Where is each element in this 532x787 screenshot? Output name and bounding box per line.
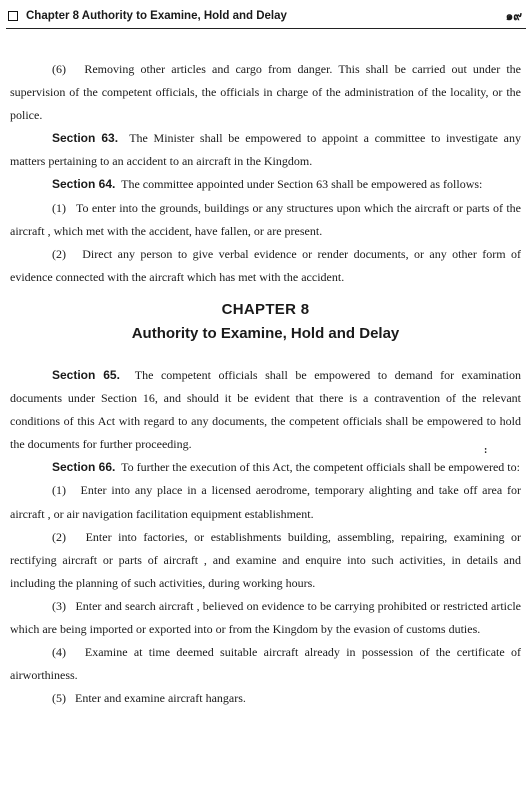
section-paragraph — [10, 364, 524, 456]
page-body — [10, 58, 524, 710]
section-label: Section 65. — [52, 367, 120, 382]
item-paragraph — [10, 243, 524, 289]
section-label: Section 64. — [52, 177, 116, 192]
section-paragraph — [10, 456, 521, 479]
square-bullet-icon — [8, 11, 18, 21]
chapter-number: CHAPTER 8 — [221, 300, 310, 318]
paragraphs-after-chapter — [10, 364, 524, 710]
section-label: Section 66. — [52, 460, 116, 475]
paragraph-text: To further the execution of this Act, the competent officials shall be empowered to: — [115, 460, 520, 475]
page-header — [8, 6, 524, 26]
item-paragraph — [10, 526, 524, 595]
paragraph-text: (2) Enter into factories, or establishments building, assembling, repairing, examining or rectifying aircraft or parts of aircraft , and examine and enquire into such activities, in details and including the planning of such activities, during working hours. — [10, 529, 524, 590]
paragraph-text: (3) Enter and search aircraft , believed on evidence to be carrying prohibited or restricted article which are being imported or exported into or from the Kingdom by the evasion of customs duties. — [10, 598, 524, 636]
paragraph-text: (4) Examine at time deemed suitable aircraft already in possession of the certificate of airworthiness. — [10, 645, 524, 683]
item-paragraph — [10, 197, 524, 243]
paragraphs-before-chapter — [10, 58, 524, 289]
paragraph-text: (1) Enter into any place in a licensed aerodrome, temporary alighting and take off area for aircraft , or air navigation facilitation equipment establishment. — [10, 483, 524, 521]
section-label: Section 63. — [52, 131, 119, 146]
header-divider — [6, 28, 526, 29]
paragraph-text: (1) To enter into the grounds, buildings or any structures upon which the aircraft or parts of the aircraft , which met with the accident, have fallen, or are present. — [10, 200, 524, 238]
paragraph-text: (6) Removing other articles and cargo from danger. This shall be carried out under the supervision of the competent officials, the officials in charge of the administration of the locality, or the police. — [10, 62, 524, 123]
page-number: ๑๙ — [505, 8, 522, 23]
item-paragraph — [10, 479, 524, 525]
item-paragraph — [10, 687, 521, 710]
running-title: Chapter 8 Authority to Examine, Hold and Delay — [26, 10, 287, 22]
section-paragraph — [10, 127, 524, 173]
stray-mark: : — [484, 445, 488, 456]
item-paragraph — [10, 58, 524, 127]
paragraph-text: (2) Direct any person to give verbal evidence or render documents, or any other form of evidence connected with the aircraft which has met with the accident. — [10, 246, 524, 284]
paragraph-text: The Minister shall be empowered to appoint a committee to investigate any matters pertaining to an accident to an aircraft in the Kingdom. — [10, 131, 524, 169]
paragraph-text: (5) Enter and examine aircraft hangars. — [52, 691, 246, 706]
paragraph-text: The competent officials shall be empowered to demand for examination documents under Section 16, and should it be evident that there is a contravention of the relevant conditions of this Act with regard to any documents, the competent officials shall be empowered to hold the documents for further proceeding. — [10, 367, 524, 452]
section-paragraph — [10, 173, 521, 196]
item-paragraph — [10, 595, 524, 641]
chapter-title: Authority to Examine, Hold and Delay — [131, 324, 400, 342]
item-paragraph — [10, 641, 524, 687]
paragraph-text: The committee appointed under Section 63 shall be empowered as follows: — [115, 177, 483, 192]
header-left — [8, 10, 287, 22]
